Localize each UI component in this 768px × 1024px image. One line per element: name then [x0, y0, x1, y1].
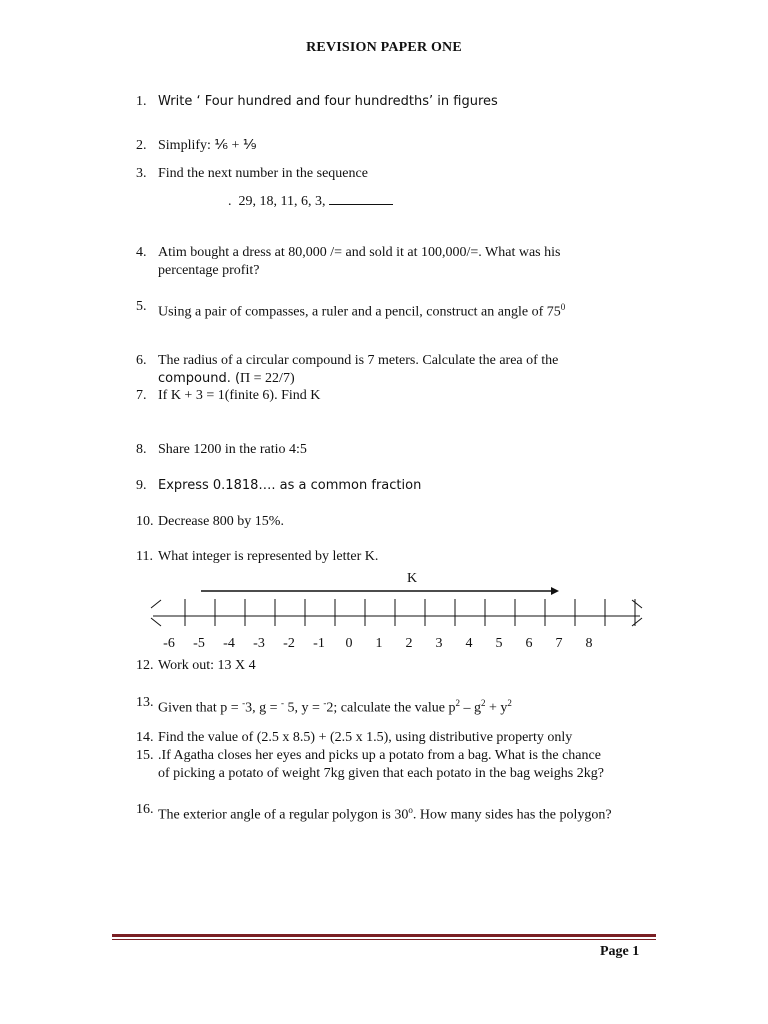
tick-label: 6: [525, 636, 533, 651]
page-title: REVISION PAPER ONE: [306, 40, 462, 55]
question-13: [136, 694, 676, 718]
question-number: 4.: [136, 245, 147, 260]
sequence-values: 29, 18, 11, 6, 3,: [238, 194, 326, 209]
question-9: [136, 477, 676, 495]
question-number: 16.: [136, 802, 154, 817]
question-number: 6.: [136, 353, 147, 368]
question-number: 2.: [136, 138, 147, 153]
question-text: Using a pair of compasses, a ruler and a pencil, construct an angle of $75^0$: [158, 302, 566, 320]
tick-label: -1: [313, 636, 325, 651]
question-text: Simplify: ⅙ + ⅑: [158, 138, 257, 153]
question-3: [136, 165, 676, 183]
tick-label: 8: [585, 636, 593, 651]
question-number: 7.: [136, 388, 147, 403]
question-text: Work out: 13 X 4: [158, 658, 256, 673]
question-6: [136, 352, 676, 388]
tick-label: 4: [465, 636, 473, 651]
tick-label: -2: [283, 636, 295, 651]
question-14: [136, 729, 676, 747]
question-number: 1.: [136, 94, 147, 109]
question-number: 13.: [136, 695, 154, 710]
tick-label: -4: [223, 636, 235, 651]
question-text: Given that p = -3, g = - 5, y = -2; calculate the value $p^2 - g^2 + y^2$: [158, 698, 512, 716]
question-text: Express 0.1818…. as a common fraction: [158, 478, 422, 493]
sequence: [228, 191, 393, 210]
question-number: 15.: [136, 748, 154, 763]
question-text: Find the next number in the sequence: [158, 166, 368, 181]
question-number: 8.: [136, 442, 147, 457]
question-number: 10.: [136, 514, 154, 529]
sequence-prefix: .: [228, 194, 232, 209]
left-arrow-head-upper: [151, 600, 161, 608]
question-10: [136, 513, 676, 531]
right-arrow-head-upper: [632, 600, 642, 608]
question-number: 14.: [136, 730, 154, 745]
number-line: [0, 560, 768, 660]
tick-label: 5: [495, 636, 503, 651]
answer-blank[interactable]: [329, 191, 393, 205]
question-number: 12.: [136, 658, 154, 673]
k-marker-label: K: [406, 571, 418, 586]
question-number: 11.: [136, 549, 153, 564]
question-number: 3.: [136, 166, 147, 181]
tick-label: 0: [345, 636, 353, 651]
tick-label: 2: [405, 636, 413, 651]
question-text: Decrease 800 by 15%.: [158, 514, 284, 529]
k-arrow-head: [551, 587, 559, 595]
question-text: Share 1200 in the ratio 4:5: [158, 442, 307, 457]
left-arrow-head-lower: [151, 618, 161, 626]
footer-rule-thin: [112, 939, 656, 940]
question-1: [136, 93, 676, 111]
question-number: 5.: [136, 299, 147, 314]
page-number: Page 1: [600, 944, 640, 959]
question-15: [136, 747, 676, 783]
question-text: Atim bought a dress at 80,000 /= and sold it at 100,000/=. What was his percentage profit?: [158, 245, 561, 278]
question-8: [136, 441, 676, 459]
question-number: 9.: [136, 478, 147, 493]
question-text: Find the value of (2.5 x 8.5) + (2.5 x 1.5), using distributive property only: [158, 730, 573, 745]
question-text: Write ‘ Four hundred and four hundredths’ in figures: [158, 94, 498, 109]
question-text: If K + 3 = 1(finite 6). Find K: [158, 388, 321, 403]
tick-label: -3: [253, 636, 265, 651]
question-12: [136, 657, 676, 675]
tick-label: 3: [435, 636, 443, 651]
tick-label: -5: [193, 636, 205, 651]
right-arrow-head-lower: [632, 618, 642, 626]
question-16: [136, 801, 676, 825]
question-7: [136, 387, 676, 405]
question-text: The exterior angle of a regular polygon is 30$^o$. How many sides has the polygon?: [158, 805, 612, 823]
footer-rule: [112, 934, 656, 937]
tick-label: 1: [375, 636, 383, 651]
question-text: What integer is represented by letter K.: [158, 549, 379, 564]
tick-label: -6: [163, 636, 175, 651]
question-text: .If Agatha closes her eyes and picks up a potato from a bag. What is the chance of picking a potato of weight 7kg given that each potato in the bag weighs 2kg?: [158, 748, 604, 781]
question-2: [136, 137, 676, 155]
tick-label: 7: [555, 636, 563, 651]
question-4: [136, 244, 676, 280]
question-text: The radius of a circular compound is 7 meters. Calculate the area of the compound. (Π = 22/7): [158, 353, 559, 386]
question-5: [136, 298, 676, 322]
